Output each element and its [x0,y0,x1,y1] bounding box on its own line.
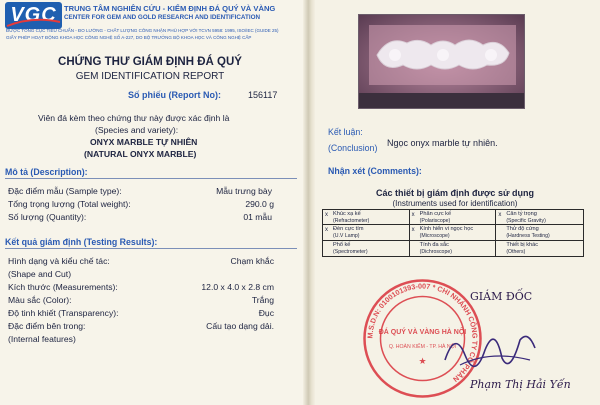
intro-line-2: (Species and variety): [95,125,179,135]
instrument-name-vn: Thử độ cứng [506,226,539,233]
accreditation-line-2: GIẤY PHÉP HOẠT ĐỘNG KHOA HỌC CÔNG NGHỆ SỐ A-227, DO BỘ TRƯỞNG BỘ KHOA HỌC VÀ CÔNG NGHỆ CẤP [6,35,252,40]
shape-label-vn: Hình dạng và kiểu chế tác: [8,256,110,266]
vgc-logo: VGC [5,2,62,29]
quantity-value: 01 mẫu [243,212,272,222]
internal-label-vn: Đặc điểm bên trong: [8,321,86,331]
instrument-name-en: (Refractometer) [333,218,370,224]
stamp-bottom-text: Q. HOÀN KIẾM - TP. HÀ NỘI [388,344,457,350]
color-label: Màu sắc (Color): [8,295,72,305]
conclusion-value: Ngọc onyx marble tự nhiên. [387,138,498,148]
stamp-inner-text: ĐÁ QUÝ VÀ VÀNG HÀ NỘI [378,329,467,336]
measurements-value: 12.0 x 4.0 x 2.8 cm [201,282,274,292]
transparency-label: Độ tinh khiết (Transparency): [8,308,119,318]
instrument-name-en: (Spectrometer) [333,248,368,255]
internal-value: Cấu tạo dạng dải. [206,321,274,331]
report-no-label: Số phiếu (Report No): [128,90,221,100]
instruments-table [322,209,584,257]
handwritten-signature [440,320,540,380]
instrument-cell-spectrometer [323,241,410,256]
description-rule [5,178,297,179]
instrument-cell-specific-gravity [496,210,583,225]
instrument-cell-dichroscope [410,241,497,256]
instrument-name-vn: Phổ kế [333,241,351,248]
instrument-cell-hardness [496,225,583,240]
instrument-check: x [411,212,415,218]
report-no-value: 156117 [248,90,278,100]
sample-type-label: Đặc điểm mẫu (Sample type): [8,186,122,196]
instrument-cell-others [496,241,583,256]
instrument-check: x [325,227,328,234]
instrument-name-vn: Kính hiển vi ngọc học [419,226,474,233]
conclusion-label-vn: Kết luận: [328,127,363,137]
description-heading: Mô tả (Description): [5,167,88,177]
center-name-vn: TRUNG TÂM NGHIÊN CỨU - KIỂM ĐỊNH ĐÁ QUÝ VÀ VÀNG [64,4,276,13]
instrument-cell-uv-lamp [323,225,410,240]
instrument-name-vn: Phân cực kế [419,211,452,217]
instrument-cell-microscope [410,225,497,240]
quantity-label: Số lượng (Quantity): [8,212,87,222]
stamp-outer-text: M.S.D.N: 0100101393-007 * CHI NHÁNH CÔNG TY CỔ PHẦN [365,281,480,384]
instrument-cell-polariscope [410,210,497,225]
instrument-check: x [411,227,415,234]
total-weight-label: Tổng trọng lượng (Total weight): [8,199,131,209]
instruments-title-en: (Instruments used for identification) [392,199,518,208]
total-weight-value: 290.0 g [245,199,274,209]
report-title-vn: CHỨNG THƯ GIÁM ĐỊNH ĐÁ QUÝ [58,56,242,68]
gem-photo-image [359,15,525,109]
internal-label-en: (Internal features) [8,334,76,344]
instrument-name-vn: Cân tỷ trọng [506,211,537,217]
instrument-name-vn: Thiết bị khác [506,241,539,248]
instrument-name-vn: Tính đa sắc [419,241,449,248]
transparency-value: Đục [258,308,274,318]
gem-photo [358,14,525,109]
instrument-name-vn: Đèn cực tím [333,226,364,233]
instrument-name-en: (Others) [506,248,526,255]
instrument-name-vn: Khúc xạ kế [333,211,361,217]
conclusion-label-en: (Conclusion) [328,143,378,153]
comments-label: Nhận xét (Comments): [328,166,422,176]
intro-line-1: Viên đá kèm theo chứng thư này được xác định là [38,113,230,123]
results-heading: Kết quả giám định (Testing Results): [5,237,158,247]
species-en: (NATURAL ONYX MARBLE) [84,149,197,159]
instrument-check: x [325,212,328,218]
report-title-en: GEM IDENTIFICATION REPORT [75,71,225,82]
accreditation-line-1: ĐƯỢC TỔNG CỤC TIÊU CHUẨN - ĐO LƯỜNG - CHẤT LƯỢNG CÔNG NHẬN PHÙ HỢP VỚI TCVN 5958: 1995, ISO/IEC (GUIDE 25) [6,28,279,33]
shape-label-en: (Shape and Cut) [8,269,72,279]
results-rule [5,248,297,249]
instrument-name-en: (Dichroscope) [419,248,452,255]
shape-value: Chạm khắc [230,256,274,266]
logo-swoosh-icon [5,2,62,29]
stamp-star-icon: ★ [418,356,427,366]
director-title: GIÁM ĐỐC [470,290,533,303]
instrument-name-en: (Hardness Testing) [506,233,550,240]
species-vn: ONYX MARBLE TỰ NHIÊN [90,137,198,147]
measurements-label: Kích thước (Measurements): [8,282,118,292]
instrument-check: x [498,212,502,218]
director-name: Phạm Thị Hải Yến [470,378,571,391]
instrument-name-en: (Polariscope) [419,218,451,224]
sample-type-value: Mẫu trưng bày [216,186,272,196]
color-value: Trắng [251,295,274,305]
instrument-cell-refractometer [323,210,410,225]
instrument-name-en: (Specific Gravity) [506,218,546,224]
instrument-name-en: (Microscope) [419,233,450,240]
instruments-title-vn: Các thiết bị giám định được sử dụng [376,188,534,198]
center-name-en: CENTER FOR GEM AND GOLD RESEARCH AND IDENTIFICATION [64,14,261,21]
instrument-name-en: (U.V Lamp) [333,233,360,240]
